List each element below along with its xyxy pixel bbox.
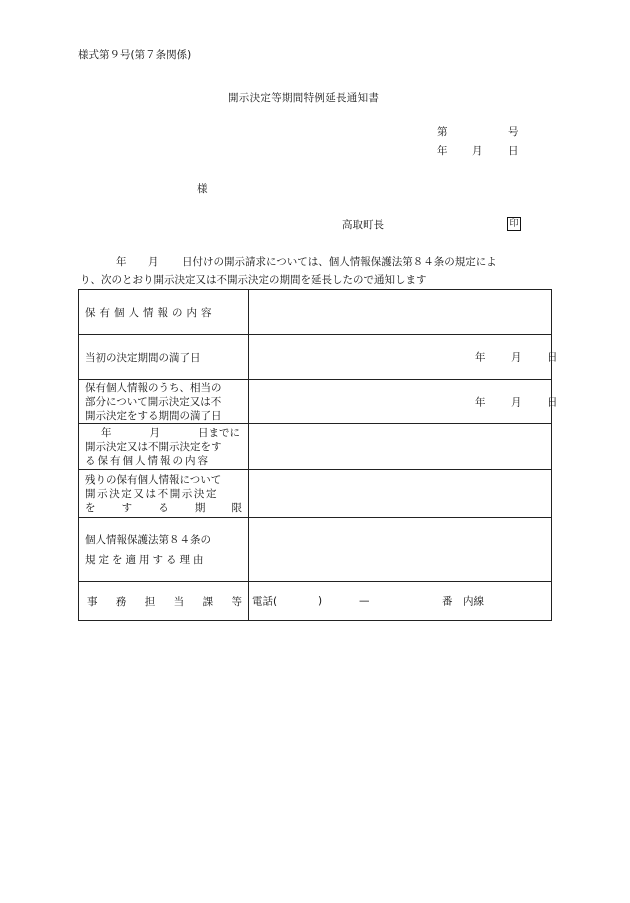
seal-mark: 印: [507, 217, 521, 231]
label-line: 保有個人情報のうち、相当の: [85, 381, 222, 394]
tel-ban: 番: [442, 595, 453, 608]
row-label-reason: [79, 518, 249, 582]
row-label-initial-deadline: 当初の決定期間の満了日: [79, 335, 249, 380]
label-line: 部分について開示決定又は不: [85, 395, 222, 408]
label-char: 事: [87, 595, 98, 608]
label-char: 課: [202, 595, 214, 608]
row-label-partial-content: [79, 424, 249, 470]
label-char: す: [121, 501, 133, 514]
label-month: 月: [149, 426, 160, 439]
label-line: 個人情報保護法第８４条の: [85, 533, 211, 546]
label-char: 限: [231, 501, 242, 514]
label-char: 期: [194, 501, 206, 514]
table-row: [79, 470, 552, 518]
date-day: 日: [547, 351, 558, 364]
table-row: [79, 424, 552, 470]
remaining-deadline-field[interactable]: [249, 470, 552, 518]
doc-number-dai: 第: [437, 126, 448, 138]
tel-dash: —: [359, 595, 370, 607]
reason-field[interactable]: [249, 518, 552, 582]
label-line: 開示決定をする期間の満了日: [85, 409, 222, 422]
body-year: 年: [116, 256, 127, 268]
row-label-content: 保有個人情報の内容: [79, 290, 249, 335]
label-year: 年: [101, 426, 112, 439]
doc-date-year: 年: [437, 145, 448, 157]
partial-content-field[interactable]: [249, 424, 552, 470]
label-char: 当: [173, 595, 185, 608]
label-line: [85, 594, 248, 609]
label-char: 等: [231, 595, 242, 608]
body-line1: 日付けの開示請求については、個人情報保護法第８４条の規定によ: [182, 256, 497, 268]
label-line: 規定を適用する理由: [85, 553, 207, 566]
partial-deadline-field[interactable]: [249, 380, 558, 424]
document-title: 開示決定等期間特例延長通知書: [228, 92, 380, 104]
row-label-remaining-deadline: [79, 470, 249, 518]
form-number: 様式第９号(第７条関係): [78, 49, 192, 61]
doc-number-go: 号: [508, 126, 519, 138]
date-year: 年: [475, 351, 486, 364]
addressee-suffix: 様: [197, 183, 208, 195]
tel-close: ): [318, 595, 323, 607]
label-line: 開示決定又は不開示決定をす: [85, 440, 222, 453]
label-line: 残りの保有個人情報について: [85, 473, 222, 486]
label-line: る保有個人情報の内容: [85, 454, 210, 467]
label-char: る: [158, 501, 169, 514]
issuer-name: 高取町長: [342, 219, 384, 231]
date-month: 月: [511, 396, 522, 408]
label-line: [85, 501, 248, 515]
info-table: [78, 289, 558, 621]
table-row: [79, 518, 552, 582]
doc-date-month: 月: [472, 145, 483, 157]
row-label-department: [79, 582, 249, 621]
date-month: 月: [511, 351, 522, 364]
label-char: 担: [144, 595, 156, 608]
body-month: 月: [148, 256, 159, 268]
table-row: [79, 290, 552, 335]
department-field[interactable]: [249, 582, 552, 621]
date-year: 年: [475, 396, 486, 408]
initial-deadline-field[interactable]: [249, 335, 558, 380]
label-line: [85, 426, 248, 440]
body-line2: り、次のとおり開示決定又は不開示決定の期間を延長したので通知します: [80, 274, 427, 286]
label-line: 開示決定又は不開示決定: [85, 487, 219, 500]
table-row: [79, 335, 552, 380]
label-char: 務: [115, 595, 127, 608]
doc-date-day: 日: [508, 145, 519, 157]
tel-label: 電話(: [252, 595, 278, 608]
label-char: を: [85, 501, 96, 514]
label-day-by: 日までに: [198, 426, 240, 439]
table-row: [79, 380, 552, 424]
table-row: [79, 582, 552, 621]
content-field[interactable]: [249, 290, 552, 335]
row-label-partial-deadline: [79, 380, 249, 424]
tel-naisen: 内線: [463, 595, 484, 608]
date-day: 日: [547, 396, 558, 408]
